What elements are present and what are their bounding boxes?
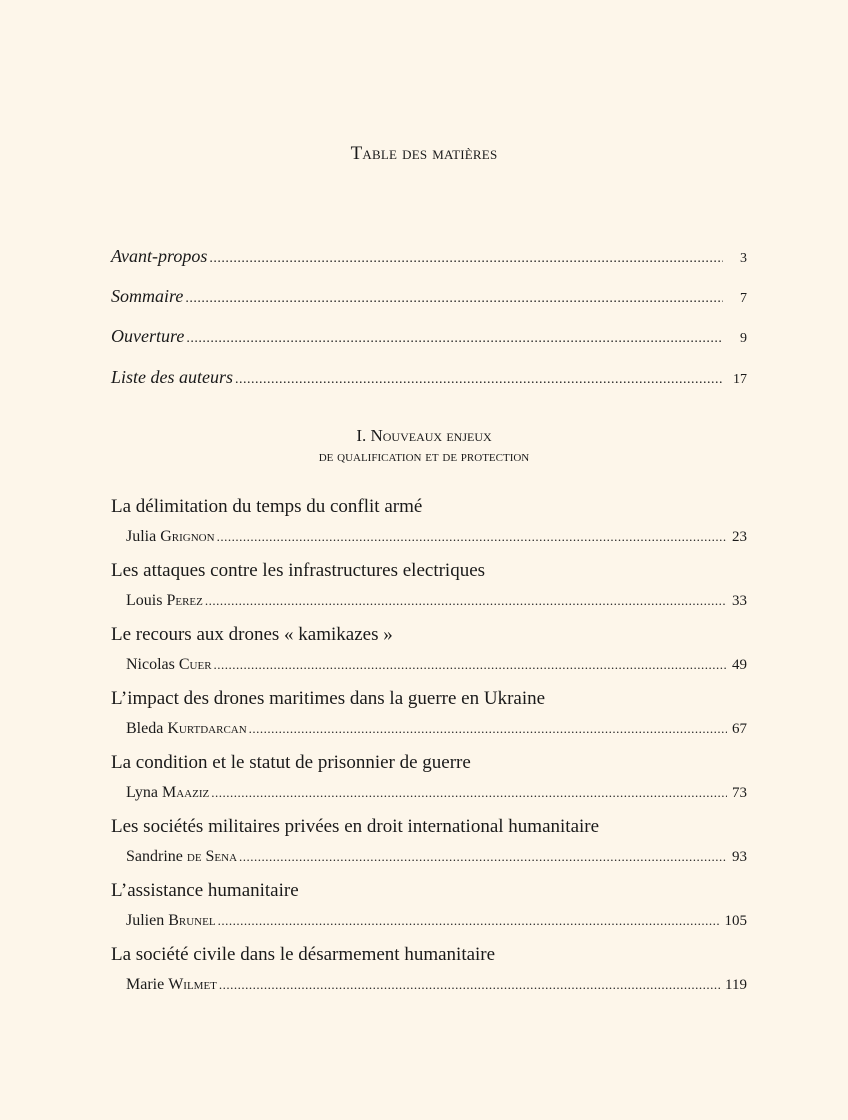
- toc-entry-author-line[interactable]: [126, 784, 747, 802]
- toc-entry-title[interactable]: L’impact des drones maritimes dans la guerre en Ukraine: [111, 688, 546, 709]
- author-last-name: Kurtdarcan: [167, 720, 247, 737]
- dot-leader: [209, 251, 723, 267]
- author-last-name: de Sena: [186, 848, 238, 865]
- author-last-name: Cuer: [178, 656, 212, 673]
- dot-leader: [249, 721, 727, 737]
- dot-leader: [214, 657, 727, 673]
- author-last-name: Wilmet: [168, 976, 217, 993]
- author-first-name: Lyna: [126, 784, 158, 801]
- toc-entry-title[interactable]: La condition et le statut de prisonnier de guerre: [111, 752, 471, 773]
- toc-entry-title[interactable]: Le recours aux drones « kamikazes »: [111, 624, 393, 645]
- toc-front-item-ouverture[interactable]: [111, 326, 747, 347]
- toc-page-number: 105: [724, 913, 747, 929]
- toc-page-number: 67: [732, 721, 747, 737]
- toc-page-number: 23: [732, 529, 747, 545]
- toc-front-item-sommaire[interactable]: [111, 286, 747, 307]
- toc-entry-title[interactable]: Les sociétés militaires privées en droit international humanitaire: [111, 816, 600, 837]
- section-heading-line1: I. Nouveaux enjeux: [356, 426, 492, 445]
- author-first-name: Sandrine: [126, 848, 183, 865]
- toc-front-item-liste-des-auteurs[interactable]: [111, 367, 747, 388]
- toc-page-number: 73: [732, 785, 747, 801]
- toc-entry-author-line[interactable]: [126, 656, 747, 674]
- toc-front-label: Avant-propos: [111, 246, 208, 266]
- toc-front-label: Sommaire: [111, 286, 184, 306]
- author-last-name: Brunel: [168, 912, 216, 929]
- toc-entry-author-line[interactable]: [126, 912, 747, 930]
- toc-page-number: 17: [733, 372, 747, 387]
- toc-entry-title[interactable]: La société civile dans le désarmement humanitaire: [111, 944, 496, 965]
- dot-leader: [185, 291, 723, 307]
- dot-leader: [186, 331, 723, 347]
- dot-leader: [211, 785, 727, 801]
- toc-page-number: 119: [725, 977, 747, 993]
- toc-page-number: 93: [732, 849, 747, 865]
- toc-entry-title[interactable]: L’assistance humanitaire: [111, 880, 299, 901]
- toc-page-number: 7: [740, 291, 747, 306]
- author-first-name: Marie: [126, 976, 165, 993]
- toc-entry-title[interactable]: Les attaques contre les infrastructures electriques: [111, 560, 486, 581]
- toc-page-number: 33: [732, 593, 747, 609]
- page-title: Table des matières: [350, 143, 498, 164]
- author-first-name: Nicolas: [126, 656, 175, 673]
- toc-page-number: 49: [732, 657, 747, 673]
- section-heading-line2: de qualification et de protection: [318, 449, 530, 465]
- toc-entry-author-line[interactable]: [126, 528, 747, 546]
- toc-entry-author-line[interactable]: [126, 976, 747, 994]
- toc-page-number: 3: [740, 251, 747, 266]
- toc-entry-author-line[interactable]: [126, 592, 747, 610]
- toc-front-item-avant-propos[interactable]: [111, 246, 747, 267]
- section-heading: [0, 426, 848, 466]
- dot-leader: [217, 529, 727, 545]
- author-last-name: Perez: [166, 592, 203, 609]
- dot-leader: [218, 913, 720, 929]
- toc-front-label: Liste des auteurs: [111, 367, 234, 387]
- toc-front-label: Ouverture: [111, 326, 185, 346]
- toc-entry-title[interactable]: La délimitation du temps du conflit armé: [111, 496, 423, 517]
- author-first-name: Julien: [126, 912, 165, 929]
- toc-page-number: 9: [740, 331, 747, 346]
- toc-entry-author-line[interactable]: [126, 848, 747, 866]
- author-first-name: Louis: [126, 592, 163, 609]
- author-last-name: Grignon: [160, 528, 215, 545]
- author-first-name: Julia: [126, 528, 157, 545]
- toc-entry-author-line[interactable]: [126, 720, 747, 738]
- author-first-name: Bleda: [126, 720, 164, 737]
- dot-leader: [205, 593, 727, 609]
- dot-leader: [239, 849, 727, 865]
- author-last-name: Maaziz: [162, 784, 210, 801]
- dot-leader: [219, 977, 720, 993]
- dot-leader: [235, 372, 723, 388]
